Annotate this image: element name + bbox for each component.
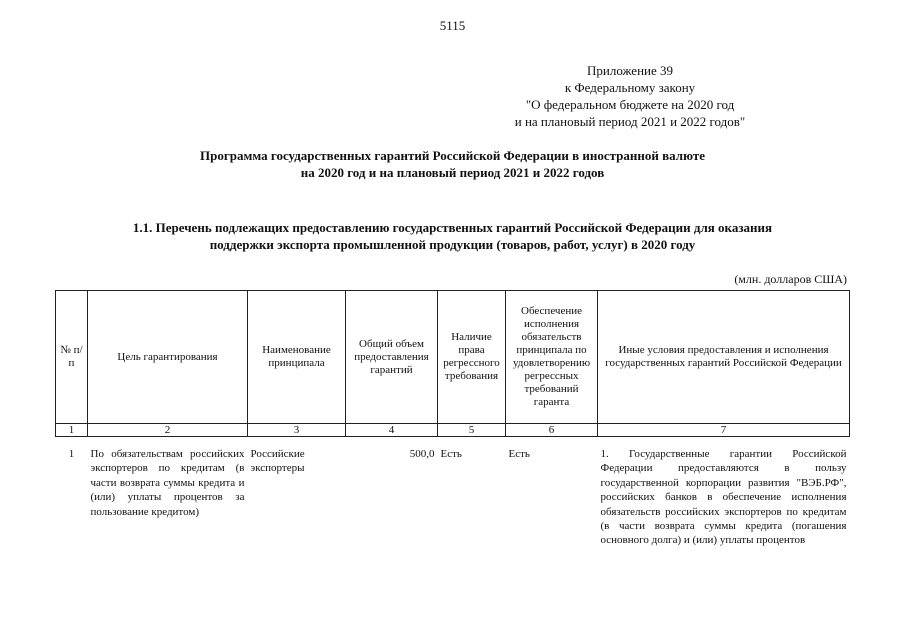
table-header-row (56, 291, 850, 424)
column-number-cell: 3 (248, 424, 346, 437)
header-cell-conditions: Иные условия предоставления и исполнения государственных гарантий Российской Федерации (598, 291, 850, 424)
document-title-line: на 2020 год и на плановый период 2021 и 2022 годов (300, 165, 605, 180)
section-title (0, 219, 905, 253)
section-title-line: 1.1. Перечень подлежащих предоставлению государственных гарантий Российской Федерации для оказания (132, 220, 773, 235)
row-volume: 500,0 (409, 448, 435, 460)
row-principal: Российские экспортеры (250, 448, 305, 475)
column-number-cell: 5 (438, 424, 506, 437)
document-title (0, 147, 905, 181)
column-number-cell: 7 (598, 424, 850, 437)
header-cell-principal: Наименование принципала (248, 291, 346, 424)
row-conditions: 1. Государственные гарантии Российской Федерации предоставляются в пользу государственной корпорации развития "ВЭБ.РФ", российских банков в обеспечение исполнения обязательств российских экспортеров по кредитам (в части возврата суммы кредита (погашения основного долга) и (или) уплаты процентов (600, 448, 847, 547)
column-numbers-row (56, 424, 850, 437)
column-number-cell: 6 (506, 424, 598, 437)
column-number-cell: 2 (88, 424, 248, 437)
row-purpose: По обязательствам российских экспортеров по кредитам (в части возврата суммы кредита и (или) уплаты процентов за пользование кредитом) (90, 448, 245, 518)
header-cell-number: № п/п (56, 291, 88, 424)
header-cell-volume: Общий объем предоставления гарантий (346, 291, 438, 424)
appendix-line: к Федеральному закону (564, 80, 696, 95)
table-row (56, 437, 850, 548)
header-cell-security: Обеспечение исполнения обязательств принципала по удовлетворению регрессных требований гаранта (506, 291, 598, 424)
row-regress-right: Есть (440, 448, 462, 460)
section-title-line: поддержки экспорта промышленной продукции (товаров, работ, услуг) в 2020 году (209, 237, 696, 252)
header-cell-purpose: Цель гарантирования (88, 291, 248, 424)
appendix-line: Приложение 39 (586, 63, 674, 78)
column-number-cell: 1 (56, 424, 88, 437)
guarantees-table (55, 290, 850, 548)
document-title-line: Программа государственных гарантий Российской Федерации в иностранной валюте (200, 148, 705, 163)
appendix-header (480, 62, 780, 130)
row-security: Есть (508, 448, 530, 460)
header-cell-regress-right: Наличие права регрессного требования (438, 291, 506, 424)
row-number: 1 (68, 448, 75, 460)
appendix-line: "О федеральном бюджете на 2020 год (525, 97, 735, 112)
column-number-cell: 4 (346, 424, 438, 437)
page-number: 5115 (439, 18, 466, 33)
appendix-line: и на плановый период 2021 и 2022 годов" (514, 114, 746, 129)
units-label: (млн. долларов США) (734, 272, 847, 286)
